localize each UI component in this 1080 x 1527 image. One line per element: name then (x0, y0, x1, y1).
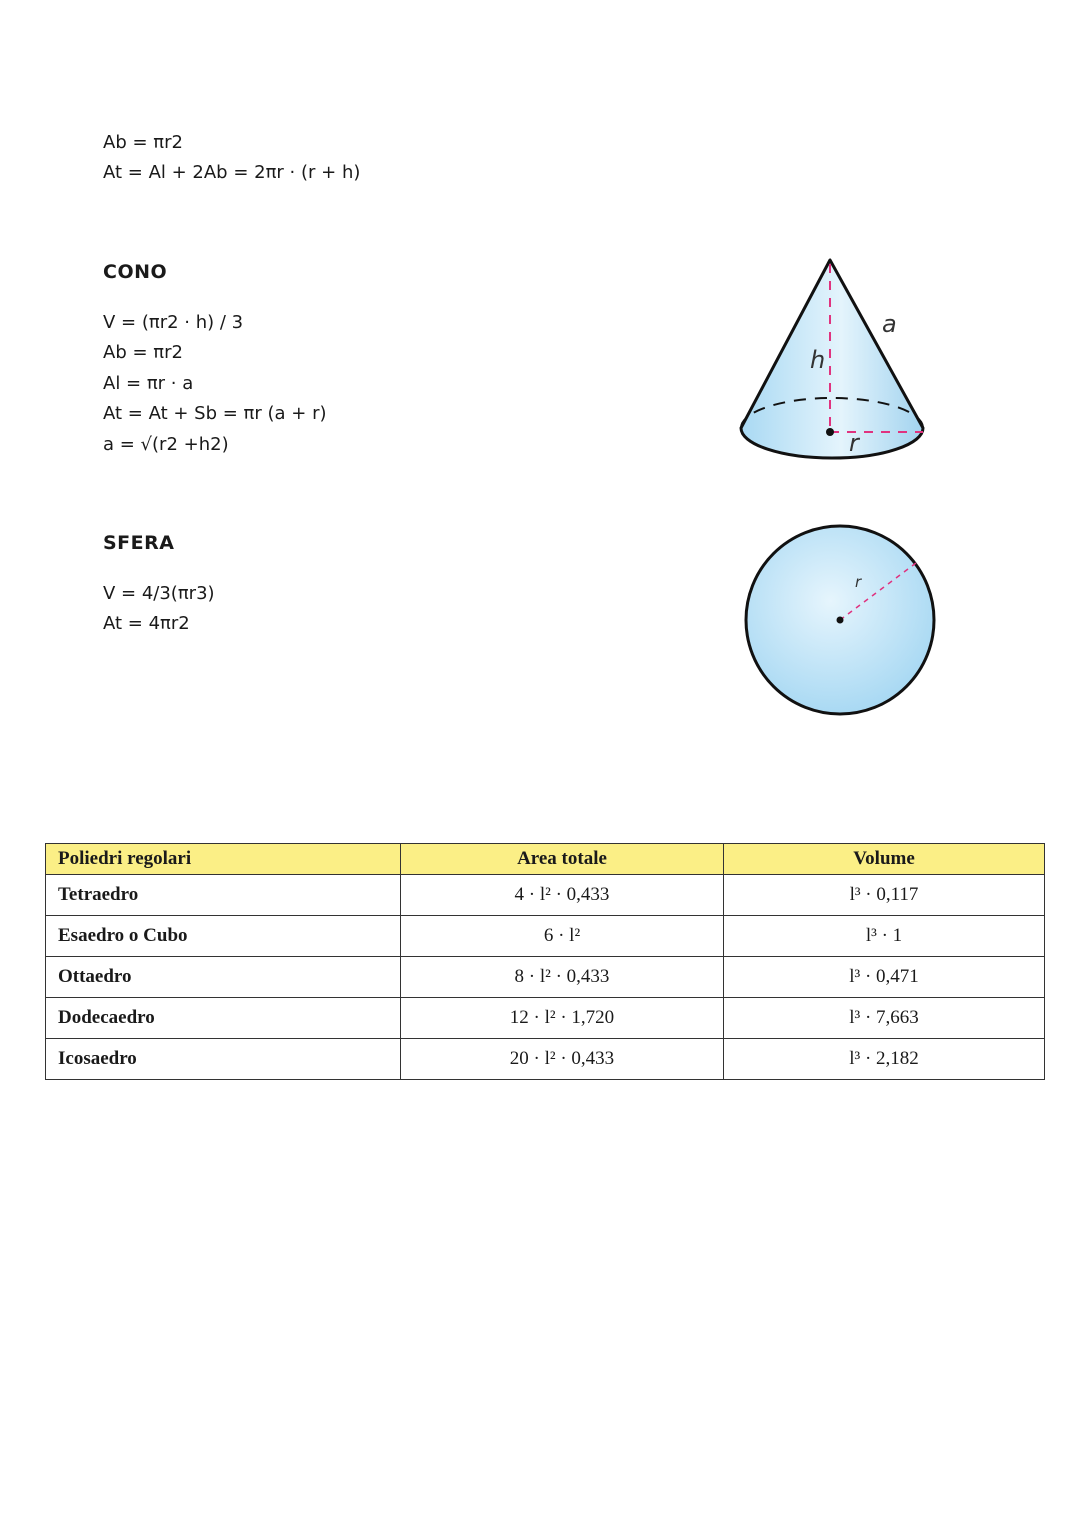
table-row (46, 957, 1045, 998)
cell-volume: l³ · 1 (724, 916, 1045, 957)
cell-name: Icosaedro (46, 1039, 401, 1080)
formula-sfera-volume: V = 4/3(πr3) (103, 583, 215, 604)
section-title-sfera: SFERA (103, 532, 175, 554)
cell-area: 12 · l² · 1,720 (401, 998, 724, 1039)
sphere-center-point (837, 617, 844, 624)
poliedri-table (45, 843, 1045, 1080)
cone-body (741, 260, 923, 458)
formula-cono-base-area: Ab = πr2 (103, 342, 183, 363)
formula-cono-apothem: a = √(r2 +h2) (103, 434, 229, 455)
cone-center-point (826, 428, 834, 436)
cone-label-h: h (810, 346, 826, 374)
table-row (46, 875, 1045, 916)
column-header-volume: Volume (724, 844, 1045, 875)
cell-volume: l³ · 0,471 (724, 957, 1045, 998)
table-row (46, 1039, 1045, 1080)
cell-volume: l³ · 0,117 (724, 875, 1045, 916)
formula-cilindro-at: At = Al + 2Ab = 2πr · (r + h) (103, 162, 361, 183)
column-header-area: Area totale (401, 844, 724, 875)
cone-label-r: r (849, 429, 859, 457)
cone-figure (730, 250, 940, 470)
formula-cono-volume: V = (πr2 · h) / 3 (103, 312, 244, 333)
cell-name: Dodecaedro (46, 998, 401, 1039)
table-header-row (46, 844, 1045, 875)
cell-volume: l³ · 2,182 (724, 1039, 1045, 1080)
cell-area: 6 · l² (401, 916, 724, 957)
formula-sfera-area: At = 4πr2 (103, 613, 190, 634)
section-title-cono: CONO (103, 261, 168, 283)
cell-area: 4 · l² · 0,433 (401, 875, 724, 916)
formula-cilindro-ab: Ab = πr2 (103, 132, 183, 153)
formula-cono-lateral-area: Al = πr · a (103, 373, 194, 394)
table-row (46, 916, 1045, 957)
cell-area: 8 · l² · 0,433 (401, 957, 724, 998)
cell-area: 20 · l² · 0,433 (401, 1039, 724, 1080)
cell-name: Tetraedro (46, 875, 401, 916)
cone-label-a: a (882, 310, 897, 338)
cell-name: Esaedro o Cubo (46, 916, 401, 957)
cell-volume: l³ · 7,663 (724, 998, 1045, 1039)
column-header-poliedri: Poliedri regolari (46, 844, 401, 875)
table-row (46, 998, 1045, 1039)
sphere-figure (735, 515, 945, 725)
cell-name: Ottaedro (46, 957, 401, 998)
formula-cono-total-area: At = At + Sb = πr (a + r) (103, 403, 327, 424)
sphere-label-r: r (855, 573, 862, 591)
